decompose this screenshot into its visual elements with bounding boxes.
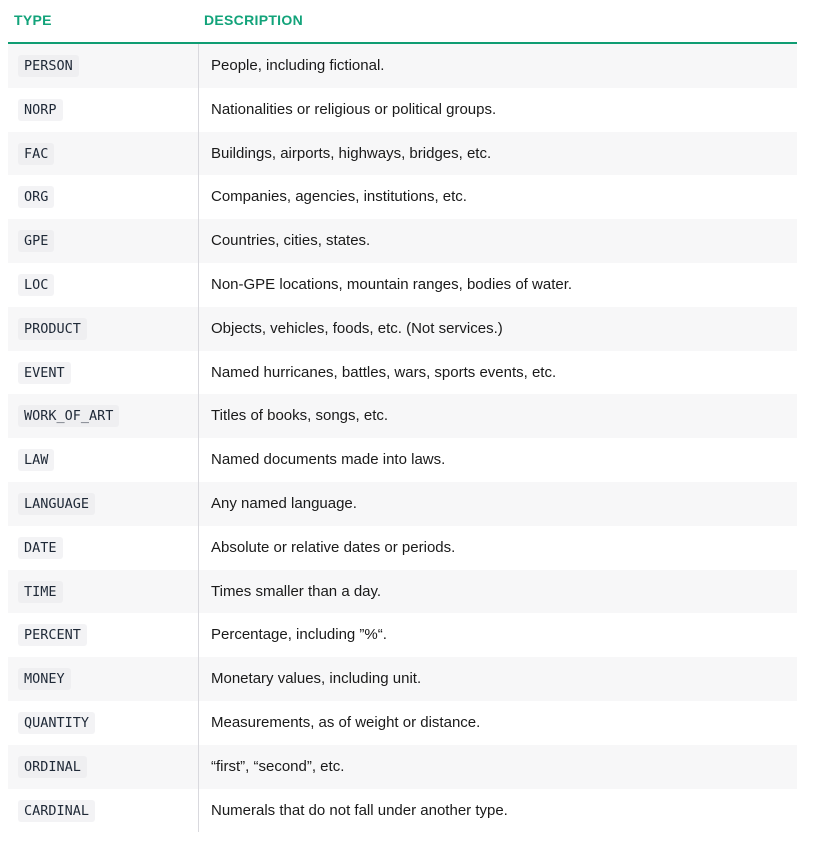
table-header <box>8 0 797 44</box>
type-column-header: TYPE <box>14 12 52 28</box>
entity-type-code: NORP <box>18 99 63 121</box>
entity-type-code: LAW <box>18 449 54 471</box>
table-row <box>8 351 797 395</box>
entity-type-code: WORK_OF_ART <box>18 405 119 427</box>
table-row <box>8 263 797 307</box>
entity-type-code: FAC <box>18 143 54 165</box>
table-row <box>8 175 797 219</box>
entity-description: People, including fictional. <box>211 57 385 74</box>
entity-type-code: ORDINAL <box>18 756 87 778</box>
table-row <box>8 394 797 438</box>
table-row <box>8 44 797 88</box>
description-column-header: DESCRIPTION <box>204 12 303 28</box>
entity-type-code: TIME <box>18 581 63 603</box>
table-row <box>8 438 797 482</box>
entity-description: Named hurricanes, battles, wars, sports events, etc. <box>211 363 557 381</box>
table-row <box>8 657 797 701</box>
entity-description: Times smaller than a day. <box>211 582 382 600</box>
entity-description: Absolute or relative dates or periods. <box>211 538 456 556</box>
entity-type-code: LANGUAGE <box>18 493 95 515</box>
entity-description: Buildings, airports, highways, bridges, etc. <box>211 144 492 162</box>
entity-type-code: LOC <box>18 274 54 296</box>
entity-type-code: QUANTITY <box>18 712 95 734</box>
entity-description: Monetary values, including unit. <box>211 670 422 688</box>
table-row <box>8 701 797 745</box>
entity-description: Companies, agencies, institutions, etc. <box>211 188 467 206</box>
entity-description: Measurements, as of weight or distance. <box>211 713 481 731</box>
entity-types-table <box>8 0 797 832</box>
table-row <box>8 789 797 833</box>
entity-description: Numerals that do not fall under another type. <box>211 801 508 819</box>
table-row <box>8 219 797 263</box>
entity-description: Named documents made into laws. <box>211 451 446 469</box>
table-row <box>8 526 797 570</box>
table-row <box>8 745 797 789</box>
entity-description: Objects, vehicles, foods, etc. (Not services.) <box>211 319 503 337</box>
table-row <box>8 613 797 657</box>
table-row <box>8 88 797 132</box>
entity-description: Nationalities or religious or political groups. <box>211 100 497 118</box>
entity-description: Any named language. <box>211 494 357 512</box>
entity-type-code: ORG <box>18 186 54 208</box>
entity-type-code: PERSON <box>18 55 79 77</box>
entity-type-code: DATE <box>18 537 63 559</box>
entity-type-code: EVENT <box>18 362 71 384</box>
entity-description: “first”, “second”, etc. <box>211 757 345 775</box>
entity-description: Percentage, including ”%“. <box>211 626 387 644</box>
table-row <box>8 307 797 351</box>
table-row <box>8 482 797 526</box>
entity-type-code: GPE <box>18 230 54 252</box>
entity-type-code: MONEY <box>18 668 71 690</box>
entity-description: Countries, cities, states. <box>211 232 371 250</box>
table-row <box>8 132 797 176</box>
entity-type-code: PRODUCT <box>18 318 87 340</box>
entity-type-code: PERCENT <box>18 624 87 646</box>
table-row <box>8 570 797 614</box>
entity-description: Titles of books, songs, etc. <box>211 407 389 425</box>
entity-description: Non-GPE locations, mountain ranges, bodies of water. <box>211 275 573 293</box>
entity-type-code: CARDINAL <box>18 800 95 822</box>
